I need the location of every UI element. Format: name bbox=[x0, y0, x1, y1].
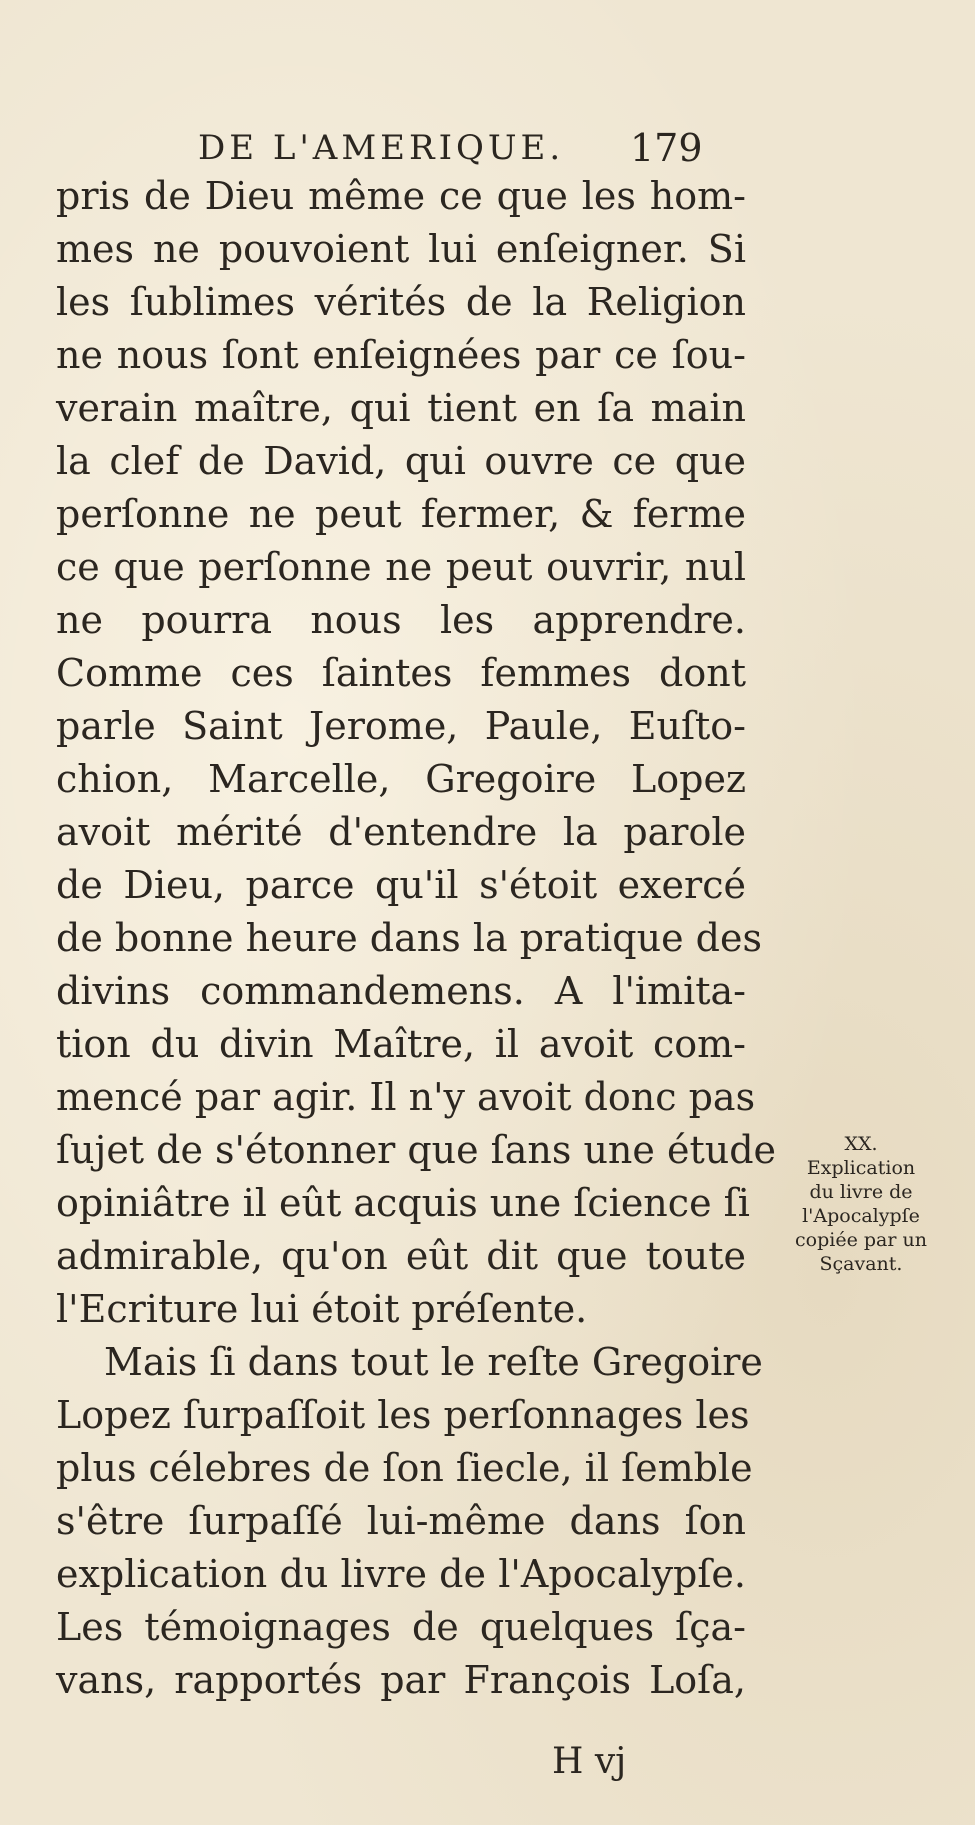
margin-note-line: Explication bbox=[806, 1157, 916, 1179]
running-title: DE L'AMERIQUE. bbox=[198, 128, 565, 168]
margin-note bbox=[756, 1132, 966, 1276]
text-line: pris de Dieu même ce que les hom- bbox=[56, 174, 746, 218]
text-line: les ſublimes vérités de la Religion bbox=[56, 280, 746, 324]
text-line: opiniâtre il eût acquis une ſcience ſi bbox=[56, 1181, 750, 1225]
margin-note-line: l'Apocalypſe bbox=[802, 1205, 920, 1227]
text-line: s'être ſurpaſſé lui-même dans ſon bbox=[56, 1499, 746, 1543]
text-line: Lopez ſurpaſſoit les perſonnages les bbox=[56, 1393, 750, 1437]
text-line: admirable, qu'on eût dit que toute bbox=[56, 1234, 746, 1278]
text-line: Les témoignages de quelques ſça- bbox=[56, 1605, 746, 1649]
margin-note-line: copiée par un bbox=[795, 1229, 927, 1251]
text-line: mencé par agir. Il n'y avoit donc pas bbox=[56, 1075, 756, 1119]
text-line: vans, rapportés par François Loſa, bbox=[56, 1658, 746, 1702]
text-line: divins commandemens. A l'imita- bbox=[56, 969, 746, 1013]
running-head bbox=[0, 126, 975, 170]
text-line: chion, Marcelle, Gregoire Lopez bbox=[56, 757, 746, 801]
catchword: H vj bbox=[552, 1741, 627, 1782]
text-line: l'Ecriture lui étoit préſente. bbox=[56, 1287, 588, 1331]
text-line: parle Saint Jerome, Paule, Euſto- bbox=[56, 704, 746, 748]
text-line: avoit mérité d'entendre la parole bbox=[56, 810, 746, 854]
text-line: tion du divin Maître, il avoit com- bbox=[56, 1022, 746, 1066]
text-line: mes ne pouvoient lui enſeigner. Si bbox=[56, 227, 746, 271]
text-line: plus célebres de ſon ſiecle, il ſemble bbox=[56, 1446, 753, 1490]
text-line: ce que perſonne ne peut ouvrir, nul bbox=[56, 545, 746, 589]
text-line: ſujet de s'étonner que ſans une étude bbox=[56, 1128, 777, 1172]
margin-note-line: Sçavant. bbox=[819, 1253, 903, 1275]
text-line: verain maître, qui tient en ſa main bbox=[56, 386, 746, 430]
text-line: ne nous ſont enſeignées par ce ſou- bbox=[56, 333, 746, 377]
text-line: ne pourra nous les apprendre. bbox=[56, 598, 746, 642]
page-number: 179 bbox=[630, 126, 703, 170]
margin-note-line: XX. bbox=[844, 1133, 878, 1155]
text-line: de Dieu, parce qu'il s'étoit exercé bbox=[56, 863, 746, 907]
text-line: la clef de David, qui ouvre ce que bbox=[56, 439, 746, 483]
text-line: perſonne ne peut fermer, & ferme bbox=[56, 492, 746, 536]
margin-note-line: du livre de bbox=[809, 1181, 913, 1203]
text-line: explication du livre de l'Apocalypſe. bbox=[56, 1552, 746, 1596]
text-line: de bonne heure dans la pratique des bbox=[56, 916, 762, 960]
text-line: Comme ces ſaintes femmes dont bbox=[56, 651, 746, 695]
text-line: Mais ſi dans tout le reſte Gregoire bbox=[104, 1340, 763, 1384]
